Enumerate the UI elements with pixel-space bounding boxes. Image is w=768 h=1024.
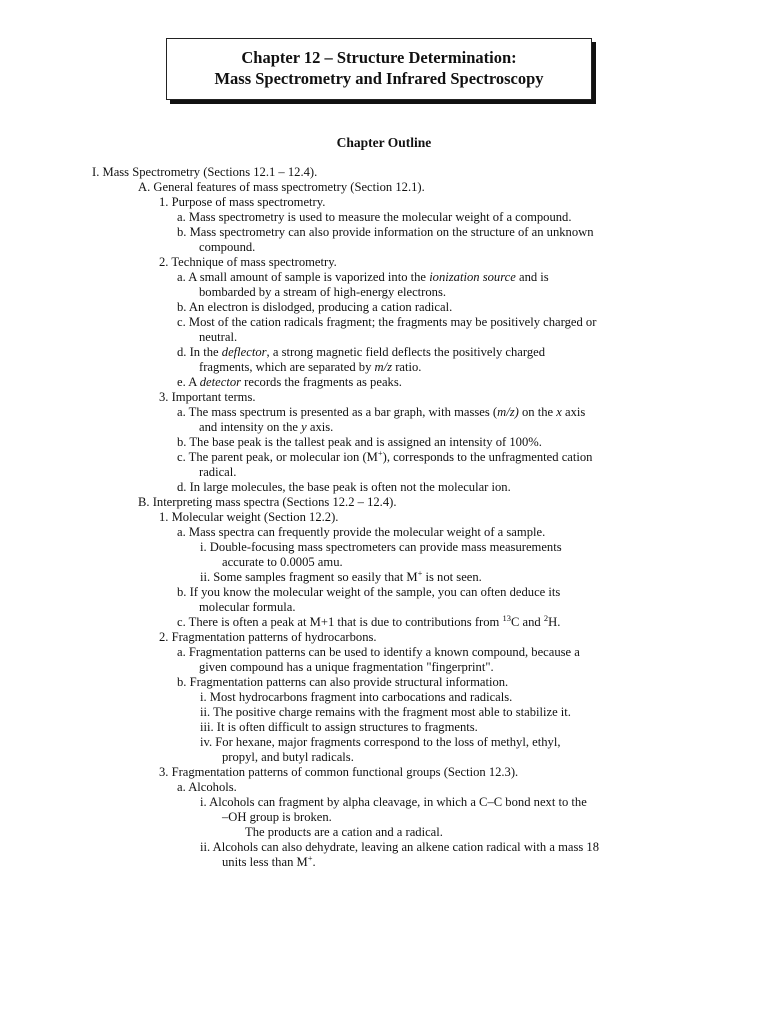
outline-line: ii. Some samples fragment so easily that M+ is not seen. <box>200 568 482 584</box>
outline-line: compound. <box>199 240 256 254</box>
outline-line: 1. Molecular weight (Section 12.2). <box>159 510 339 524</box>
outline-line: 3. Important terms. <box>159 390 256 404</box>
outline-line: d. In the deflector, a strong magnetic field deflects the positively charged <box>177 345 546 359</box>
outline-line: i. Double-focusing mass spectrometers can provide mass measurements <box>200 540 562 554</box>
outline-line: iii. It is often difficult to assign structures to fragments. <box>200 720 478 734</box>
outline-line: c. Most of the cation radicals fragment; the fragments may be positively charged or <box>177 315 597 329</box>
outline-line: b. The base peak is the tallest peak and is assigned an intensity of 100%. <box>177 435 542 449</box>
outline-line: neutral. <box>199 330 238 344</box>
outline-line: units less than M+. <box>222 853 316 869</box>
outline-line: a. Mass spectra can frequently provide the molecular weight of a sample. <box>177 525 546 539</box>
outline-line: i. Alcohols can fragment by alpha cleavage, in which a C–C bond next to the <box>200 795 587 809</box>
outline-line: bombarded by a stream of high-energy electrons. <box>199 285 447 299</box>
chapter-title-line-2: Mass Spectrometry and Infrared Spectroscopy <box>214 69 544 88</box>
outline-line: c. The parent peak, or molecular ion (M+), corresponds to the unfragmented cation <box>177 448 593 464</box>
outline-line: a. Mass spectrometry is used to measure the molecular weight of a compound. <box>177 210 572 224</box>
outline-line: e. A detector records the fragments as peaks. <box>177 375 402 389</box>
outline-line: i. Most hydrocarbons fragment into carbocations and radicals. <box>200 690 513 704</box>
outline-line: molecular formula. <box>199 600 296 614</box>
outline-line: b. An electron is dislodged, producing a cation radical. <box>177 300 453 314</box>
outline-line: given compound has a unique fragmentation "fingerprint". <box>199 660 494 674</box>
outline-line: –OH group is broken. <box>222 810 332 824</box>
chapter-title-line-1: Chapter 12 – Structure Determination: <box>241 48 517 67</box>
outline-line: c. There is often a peak at M+1 that is due to contributions from $^{13}$C and $^2$H. <box>177 613 561 629</box>
outline-line: 2. Technique of mass spectrometry. <box>159 255 337 269</box>
outline-line: iv. For hexane, major fragments correspond to the loss of methyl, ethyl, <box>200 735 561 749</box>
outline-line: 3. Fragmentation patterns of common functional groups (Section 12.3). <box>159 765 519 779</box>
outline-line: ii. The positive charge remains with the fragment most able to stabilize it. <box>200 705 571 719</box>
outline-heading: Chapter Outline <box>336 135 432 150</box>
outline-line: 1. Purpose of mass spectrometry. <box>159 195 326 209</box>
outline-line: b. Fragmentation patterns can also provide structural information. <box>177 675 509 689</box>
outline-line: a. The mass spectrum is presented as a bar graph, with masses (m/z) on the x axis <box>177 405 586 419</box>
outline-line: b. If you know the molecular weight of the sample, you can often deduce its <box>177 585 561 599</box>
outline-line: a. Alcohols. <box>177 780 237 794</box>
outline-line: fragments, which are separated by m/z ratio. <box>199 360 422 374</box>
outline-line: a. Fragmentation patterns can be used to identify a known compound, because a <box>177 645 580 659</box>
outline-line: and intensity on the y axis. <box>199 420 334 434</box>
outline-line: propyl, and butyl radicals. <box>222 750 354 764</box>
outline-line: B. Interpreting mass spectra (Sections 12.2 – 12.4). <box>138 495 397 509</box>
outline-line: The products are a cation and a radical. <box>245 825 443 839</box>
outline-line: accurate to 0.0005 amu. <box>222 555 343 569</box>
outline-line: a. A small amount of sample is vaporized into the ionization source and is <box>177 270 549 284</box>
outline-line: 2. Fragmentation patterns of hydrocarbons. <box>159 630 377 644</box>
outline-line: I. Mass Spectrometry (Sections 12.1 – 12.4). <box>92 165 318 179</box>
chapter-title-box <box>166 38 592 100</box>
outline-line: b. Mass spectrometry can also provide information on the structure of an unknown <box>177 225 594 239</box>
outline-line: A. General features of mass spectrometry (Section 12.1). <box>138 180 425 194</box>
outline-line: radical. <box>199 465 237 479</box>
outline-line: d. In large molecules, the base peak is often not the molecular ion. <box>177 480 511 494</box>
outline-line: ii. Alcohols can also dehydrate, leaving an alkene cation radical with a mass 18 <box>200 840 600 854</box>
